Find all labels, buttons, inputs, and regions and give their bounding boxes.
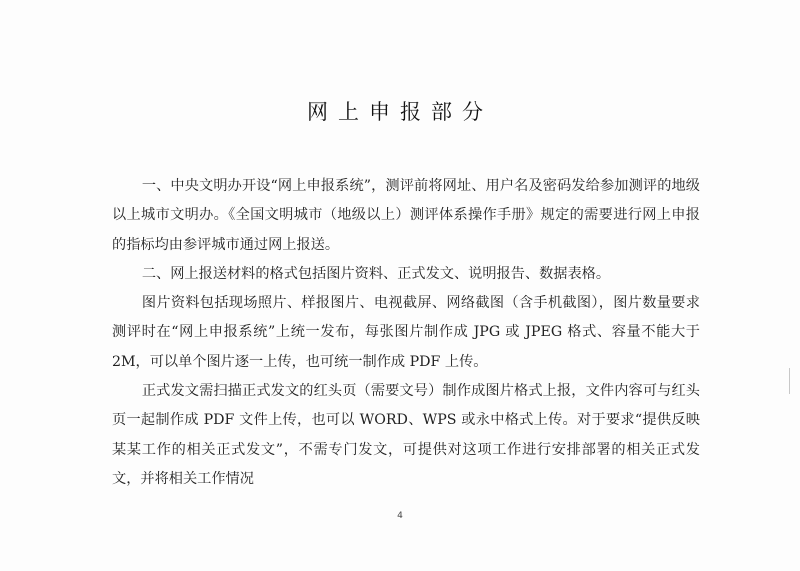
paragraph-1: 一、中央文明办开设“网上申报系统”，测评前将网址、用户名及密码发给参加测评的地级以上城市文明办。《全国文明城市（地级以上）测评体系操作手册》规定的需要进行网上申报的指标均由参评城市通过网上报送。 xyxy=(112,178,700,253)
paragraph-2: 二、网上报送材料的格式包括图片资料、正式发文、说明报告、数据表格。 xyxy=(141,265,611,282)
page-number: 4 xyxy=(397,511,403,521)
document-body xyxy=(112,172,700,494)
page-title: 网上申报部分 xyxy=(307,100,493,124)
paragraph-3: 图片资料包括现场照片、样报图片、电视截屏、网络截图（含手机截图），图片数量要求测评时在“网上申报系统”上统一发布，每张图片制作成 JPG 或 JPEG 格式、容量不能大于 2M，可以单个图片逐一上传，也可统一制作成 PDF 上传。 xyxy=(112,295,700,370)
paragraph-4: 正式发文需扫描正式发文的红头页（需要文号）制作成图片格式上报，文件内容可与红头页一起制作成 PDF 文件上传，也可以 WORD、WPS 或永中格式上传。对于要求“提供反映某某工作的相关正式发文”，不需专门发文，可提供对这项工作进行安排部署的相关正式发文，并将相关工作情况 xyxy=(112,383,700,487)
scan-edge-mark xyxy=(789,368,790,394)
